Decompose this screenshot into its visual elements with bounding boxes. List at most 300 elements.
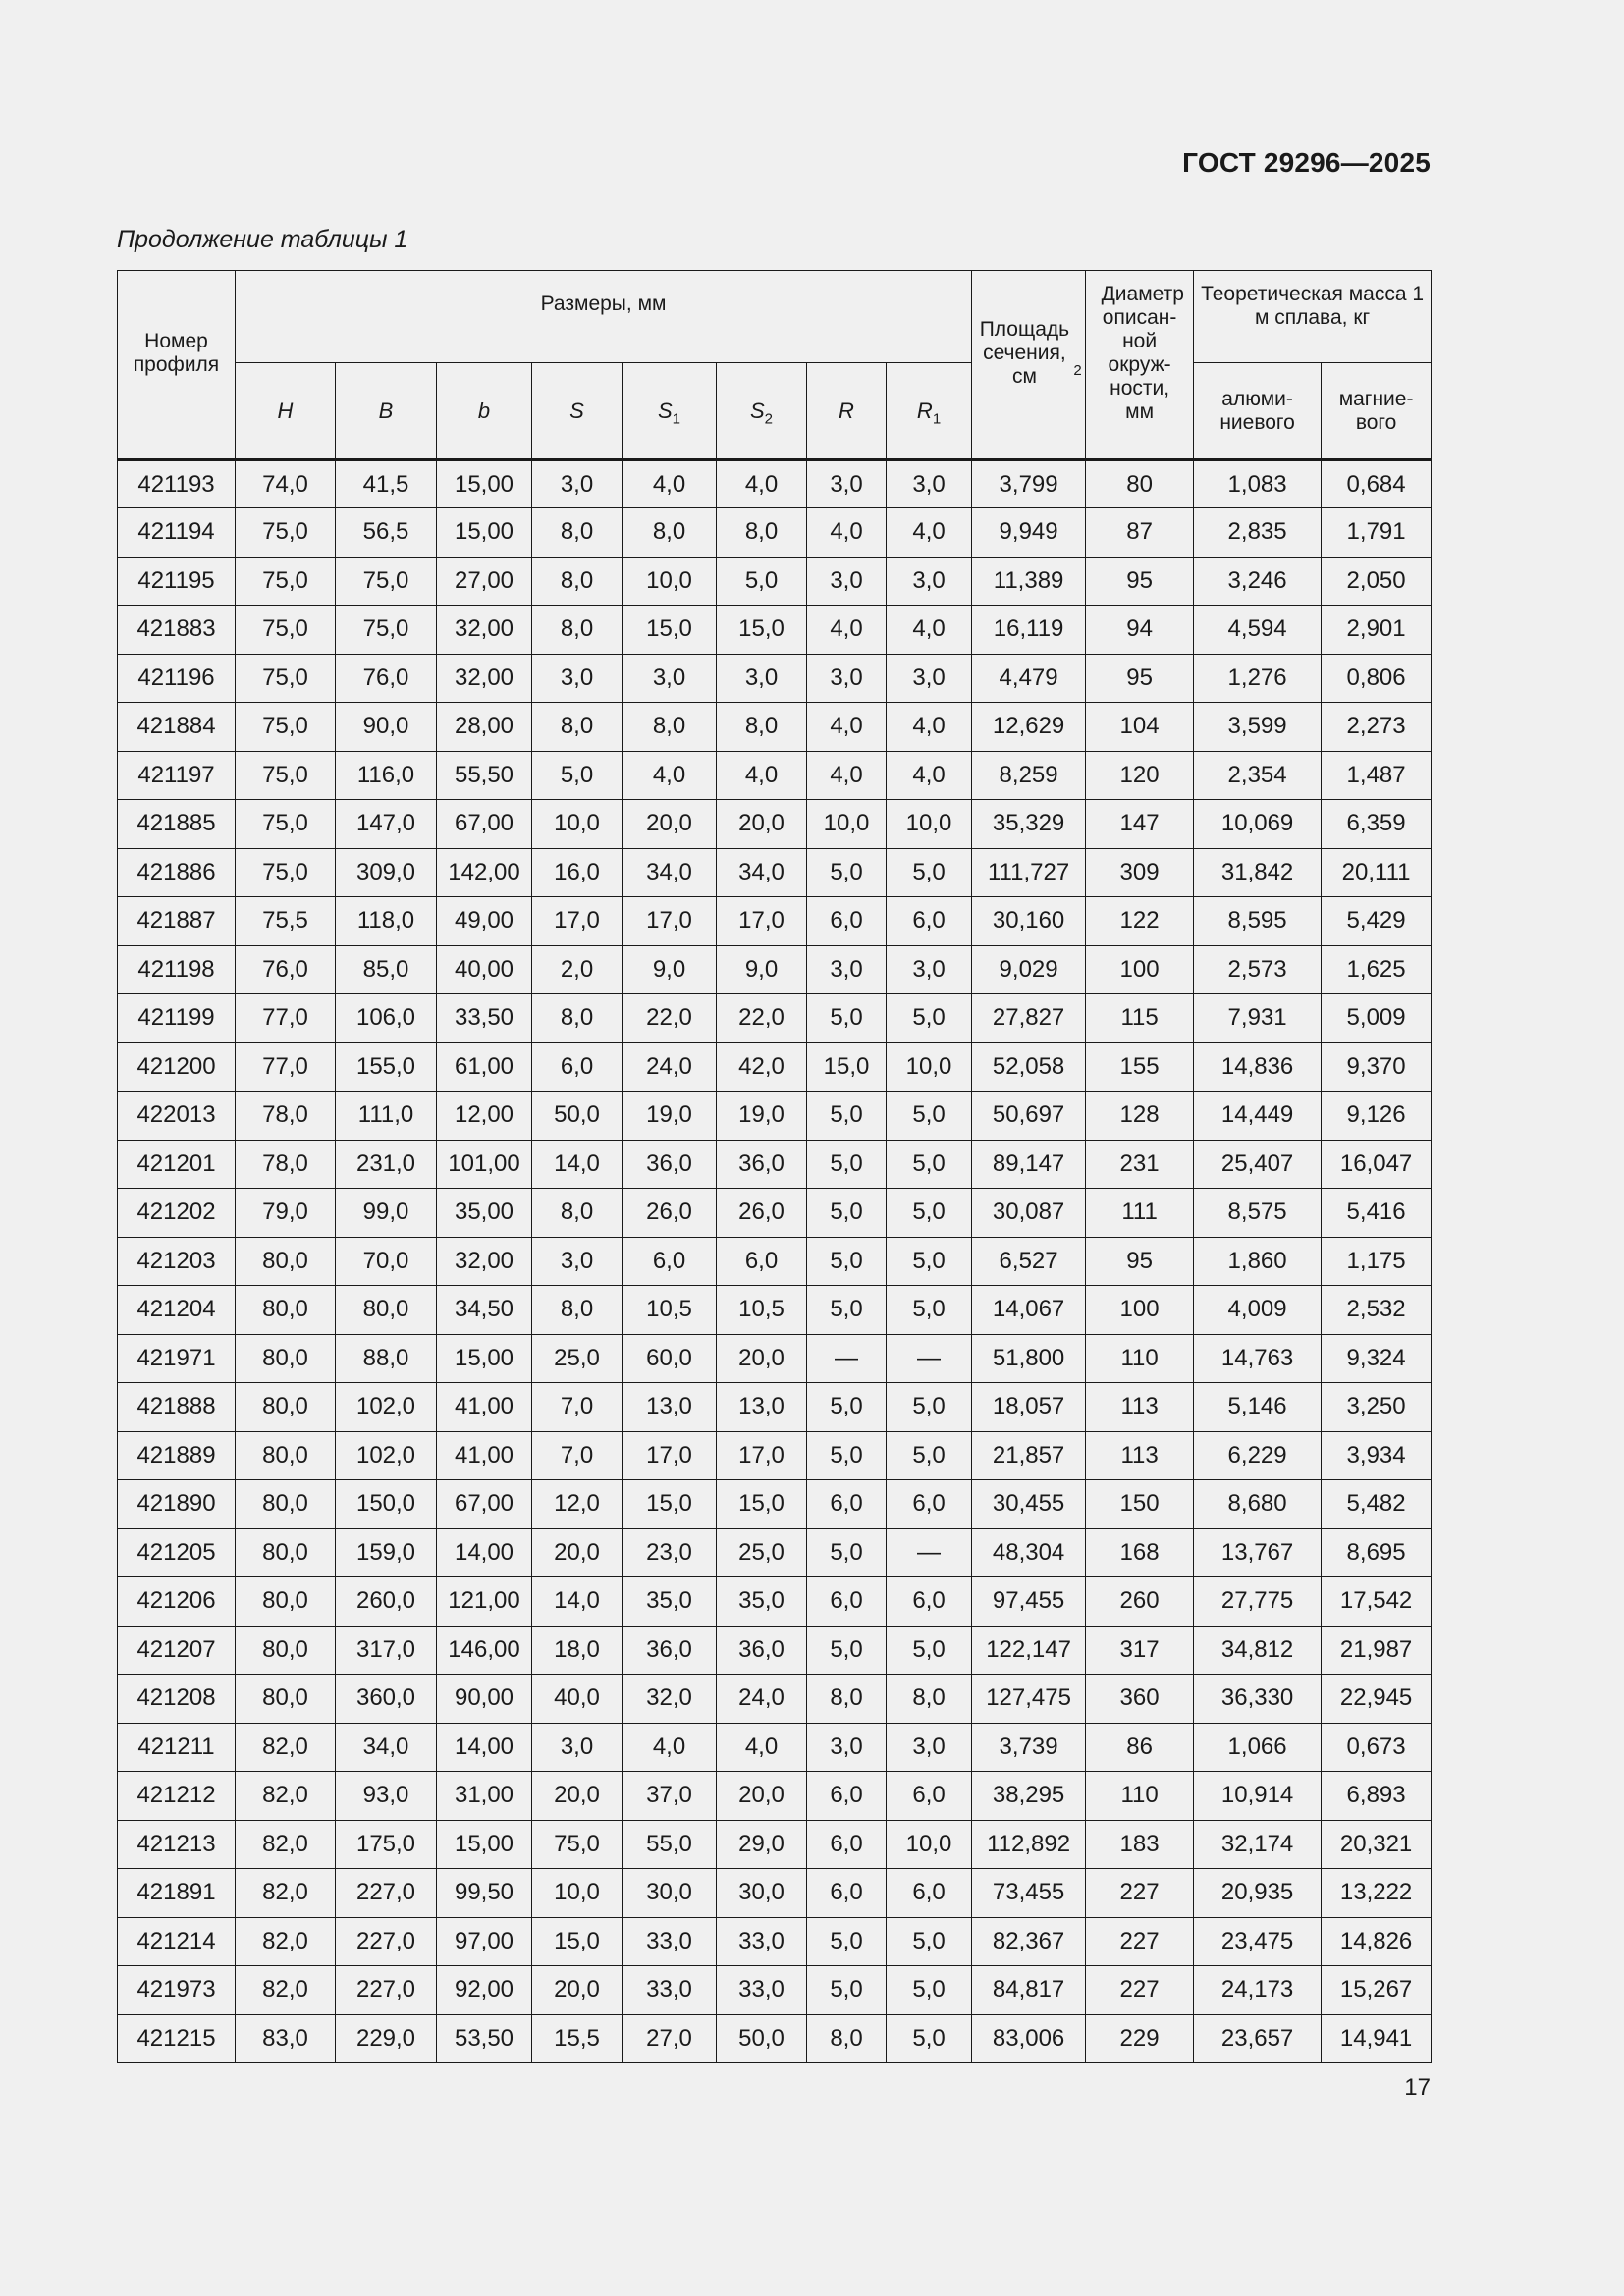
table-cell: 32,174: [1194, 1820, 1322, 1869]
profile-number-cell: 421198: [118, 945, 236, 994]
table-cell: 27,775: [1194, 1577, 1322, 1627]
table-cell: 18,0: [532, 1626, 623, 1675]
table-cell: 4,0: [717, 1723, 807, 1772]
table-cell: 32,00: [437, 606, 532, 655]
table-row: [118, 1820, 1432, 1869]
table-cell: 227,0: [336, 1917, 437, 1966]
table-cell: 8,680: [1194, 1480, 1322, 1529]
table-cell: 227,0: [336, 1869, 437, 1918]
table-cell: 88,0: [336, 1334, 437, 1383]
header-area-text: Площадь сечения, см: [979, 318, 1070, 388]
table-cell: 6,0: [807, 1820, 887, 1869]
table-cell: 13,0: [717, 1383, 807, 1432]
table-cell: 80,0: [236, 1431, 336, 1480]
table-cell: 10,0: [532, 800, 623, 849]
table-cell: 155,0: [336, 1042, 437, 1092]
profile-number-cell: 421213: [118, 1820, 236, 1869]
table-cell: 4,0: [887, 703, 972, 752]
table-cell: 150: [1086, 1480, 1194, 1529]
table-cell: 4,0: [623, 460, 717, 508]
table-cell: 15,00: [437, 1334, 532, 1383]
table-cell: 21,857: [972, 1431, 1086, 1480]
table-cell: 5,0: [807, 1140, 887, 1189]
table-cell: 75,0: [336, 557, 437, 606]
table-cell: 34,50: [437, 1286, 532, 1335]
table-cell: 80,0: [236, 1237, 336, 1286]
profile-number-cell: 421211: [118, 1723, 236, 1772]
table-cell: 6,0: [887, 1577, 972, 1627]
table-cell: 10,0: [807, 800, 887, 849]
table-cell: 14,0: [532, 1577, 623, 1627]
profile-number-cell: 421884: [118, 703, 236, 752]
table-cell: 23,657: [1194, 2014, 1322, 2063]
table-cell: 14,00: [437, 1723, 532, 1772]
table-cell: 6,893: [1322, 1772, 1432, 1821]
table-cell: 100: [1086, 1286, 1194, 1335]
header-dim-b: [437, 363, 532, 460]
header-area-sup: 2: [1073, 362, 1082, 379]
table-cell: 80,0: [236, 1286, 336, 1335]
table-cell: 55,50: [437, 751, 532, 800]
table-row: [118, 606, 1432, 655]
table-cell: 13,0: [623, 1383, 717, 1432]
table-cell: 33,50: [437, 994, 532, 1043]
profile-number-cell: 421891: [118, 1869, 236, 1918]
table-cell: 18,057: [972, 1383, 1086, 1432]
header-dim-H-text: H: [277, 398, 294, 423]
document-code: ГОСТ 29296—2025: [1182, 147, 1431, 178]
profile-number-cell: 422013: [118, 1092, 236, 1141]
table-row: [118, 1092, 1432, 1141]
table-cell: 8,0: [807, 1675, 887, 1724]
table-cell: 6,359: [1322, 800, 1432, 849]
table-cell: —: [887, 1528, 972, 1577]
table-cell: 82,367: [972, 1917, 1086, 1966]
table-cell: 8,0: [532, 994, 623, 1043]
table-cell: 4,0: [623, 751, 717, 800]
table-cell: 122,147: [972, 1626, 1086, 1675]
profile-number-cell: 421194: [118, 508, 236, 558]
table-cell: 82,0: [236, 1917, 336, 1966]
table-cell: 3,0: [717, 654, 807, 703]
table-cell: 97,00: [437, 1917, 532, 1966]
table-cell: 3,0: [807, 557, 887, 606]
table-cell: 8,0: [532, 1286, 623, 1335]
table-cell: 36,0: [717, 1140, 807, 1189]
table-cell: 120: [1086, 751, 1194, 800]
table-cell: 11,389: [972, 557, 1086, 606]
header-dim-S: [532, 363, 623, 460]
table-cell: 5,146: [1194, 1383, 1322, 1432]
table-cell: —: [887, 1334, 972, 1383]
table-cell: 50,0: [717, 2014, 807, 2063]
table-cell: 87: [1086, 508, 1194, 558]
table-cell: 260: [1086, 1577, 1194, 1627]
table-cell: 56,5: [336, 508, 437, 558]
table-cell: 12,629: [972, 703, 1086, 752]
profile-number-cell: 421193: [118, 460, 236, 508]
table-cell: 5,0: [887, 1626, 972, 1675]
table-cell: 75,0: [236, 557, 336, 606]
table-cell: 35,00: [437, 1189, 532, 1238]
table-cell: 128: [1086, 1092, 1194, 1141]
table-cell: 112,892: [972, 1820, 1086, 1869]
table-cell: 34,0: [336, 1723, 437, 1772]
table-row: [118, 1675, 1432, 1724]
table-cell: 4,0: [887, 751, 972, 800]
table-cell: 30,160: [972, 897, 1086, 946]
table-cell: 3,599: [1194, 703, 1322, 752]
table-cell: 19,0: [623, 1092, 717, 1141]
table-row: [118, 1334, 1432, 1383]
table-cell: 1,860: [1194, 1237, 1322, 1286]
table-cell: 27,00: [437, 557, 532, 606]
table-cell: 6,0: [807, 897, 887, 946]
table-row: [118, 1431, 1432, 1480]
table-cell: 8,695: [1322, 1528, 1432, 1577]
table-cell: 48,304: [972, 1528, 1086, 1577]
header-dim-S2-text: S: [749, 398, 765, 423]
table-cell: 14,00: [437, 1528, 532, 1577]
table-cell: 82,0: [236, 1723, 336, 1772]
table-row: [118, 1286, 1432, 1335]
table-cell: 2,532: [1322, 1286, 1432, 1335]
table-cell: 5,0: [887, 1140, 972, 1189]
table-cell: 5,0: [532, 751, 623, 800]
table-row: [118, 1528, 1432, 1577]
table-cell: 75,0: [236, 606, 336, 655]
table-cell: 3,0: [532, 1723, 623, 1772]
table-cell: 78,0: [236, 1140, 336, 1189]
table-cell: 20,0: [717, 1334, 807, 1383]
table-row: [118, 460, 1432, 508]
table-cell: 1,791: [1322, 508, 1432, 558]
table-cell: 147: [1086, 800, 1194, 849]
table-row: [118, 1917, 1432, 1966]
table-continuation-caption: Продолжение таблицы 1: [117, 226, 408, 253]
table-cell: 150,0: [336, 1480, 437, 1529]
table-row: [118, 557, 1432, 606]
header-dim-S1-sub: 1: [672, 409, 681, 427]
table-cell: 26,0: [717, 1189, 807, 1238]
table-row: [118, 848, 1432, 897]
table-body: [118, 460, 1432, 2063]
table-cell: 17,0: [623, 1431, 717, 1480]
table-cell: 5,0: [717, 557, 807, 606]
table-cell: 4,0: [807, 508, 887, 558]
table-cell: 17,0: [623, 897, 717, 946]
table-cell: 20,111: [1322, 848, 1432, 897]
table-row: [118, 1626, 1432, 1675]
table-cell: 1,487: [1322, 751, 1432, 800]
table-cell: 5,0: [887, 1917, 972, 1966]
table-cell: 30,0: [717, 1869, 807, 1918]
table-cell: 27,827: [972, 994, 1086, 1043]
table-cell: 20,0: [717, 1772, 807, 1821]
table-cell: 111,727: [972, 848, 1086, 897]
table-cell: 5,0: [887, 1966, 972, 2015]
table-cell: 8,0: [532, 508, 623, 558]
table-cell: 360,0: [336, 1675, 437, 1724]
table-cell: 1,083: [1194, 460, 1322, 508]
profile-number-cell: 421203: [118, 1237, 236, 1286]
table-cell: 231,0: [336, 1140, 437, 1189]
table-cell: 95: [1086, 1237, 1194, 1286]
profile-number-cell: 421889: [118, 1431, 236, 1480]
table-cell: 70,0: [336, 1237, 437, 1286]
table-cell: 5,0: [887, 1383, 972, 1432]
table-cell: 6,0: [887, 1869, 972, 1918]
table-cell: 102,0: [336, 1431, 437, 1480]
table-cell: 34,812: [1194, 1626, 1322, 1675]
profile-number-cell: 421887: [118, 897, 236, 946]
table-cell: 50,697: [972, 1092, 1086, 1141]
table-cell: 25,407: [1194, 1140, 1322, 1189]
table-cell: 8,0: [807, 2014, 887, 2063]
table-cell: 95: [1086, 654, 1194, 703]
table-cell: 227,0: [336, 1966, 437, 2015]
profile-number-cell: 421200: [118, 1042, 236, 1092]
table-cell: 33,0: [717, 1917, 807, 1966]
table-cell: 142,00: [437, 848, 532, 897]
header-dim-S2-sub: 2: [764, 409, 774, 427]
table-cell: 21,987: [1322, 1626, 1432, 1675]
table-cell: 17,542: [1322, 1577, 1432, 1627]
header-mass-aluminium: [1194, 363, 1322, 460]
table-cell: 38,295: [972, 1772, 1086, 1821]
table-cell: 3,0: [532, 1237, 623, 1286]
header-diameter-text: Диаметр описан-ной окруж-ности, мм: [1101, 283, 1184, 423]
header-profile-number-text: Номер профиля: [133, 330, 220, 376]
table-cell: 36,0: [717, 1626, 807, 1675]
table-cell: 3,0: [623, 654, 717, 703]
table-cell: 67,00: [437, 800, 532, 849]
table-cell: 3,250: [1322, 1383, 1432, 1432]
table-cell: 8,0: [623, 703, 717, 752]
table-cell: 5,0: [807, 1189, 887, 1238]
table-cell: 50,0: [532, 1092, 623, 1141]
table-cell: 22,945: [1322, 1675, 1432, 1724]
header-dim-b-text: b: [477, 398, 491, 423]
table-cell: 41,5: [336, 460, 437, 508]
profile-number-cell: 421195: [118, 557, 236, 606]
table-cell: 15,00: [437, 1820, 532, 1869]
header-dim-R1-text: R: [916, 398, 933, 423]
table-cell: 17,0: [532, 897, 623, 946]
table-cell: 9,0: [623, 945, 717, 994]
table-cell: 8,0: [717, 703, 807, 752]
header-dim-R: [807, 363, 887, 460]
table-cell: 8,595: [1194, 897, 1322, 946]
table-cell: 12,00: [437, 1092, 532, 1141]
table-cell: 61,00: [437, 1042, 532, 1092]
table-cell: 229: [1086, 2014, 1194, 2063]
header-diameter: [1086, 271, 1194, 460]
table-cell: 5,0: [807, 1237, 887, 1286]
table-cell: 101,00: [437, 1140, 532, 1189]
table-cell: 16,0: [532, 848, 623, 897]
table-cell: 175,0: [336, 1820, 437, 1869]
table-cell: 5,0: [807, 1431, 887, 1480]
table-cell: 80,0: [236, 1626, 336, 1675]
table-cell: 15,267: [1322, 1966, 1432, 2015]
table-cell: 32,00: [437, 654, 532, 703]
table-cell: 113: [1086, 1431, 1194, 1480]
table-row: [118, 897, 1432, 946]
table-cell: 10,069: [1194, 800, 1322, 849]
profile-number-cell: 421215: [118, 2014, 236, 2063]
profile-number-cell: 421208: [118, 1675, 236, 1724]
table-cell: 42,0: [717, 1042, 807, 1092]
table-cell: 14,0: [532, 1140, 623, 1189]
table-cell: 99,50: [437, 1869, 532, 1918]
table-cell: 83,0: [236, 2014, 336, 2063]
table-cell: 33,0: [623, 1966, 717, 2015]
table-cell: 73,455: [972, 1869, 1086, 1918]
table-cell: 9,324: [1322, 1334, 1432, 1383]
header-dim-S-text: S: [569, 398, 584, 423]
table-cell: 5,482: [1322, 1480, 1432, 1529]
table-cell: 15,0: [623, 1480, 717, 1529]
table-cell: 229,0: [336, 2014, 437, 2063]
table-cell: 3,0: [532, 654, 623, 703]
table-cell: 5,0: [807, 1966, 887, 2015]
table-cell: 3,0: [887, 945, 972, 994]
profiles-table: [117, 270, 1432, 2063]
table-cell: 35,329: [972, 800, 1086, 849]
table-row: [118, 2014, 1432, 2063]
table-cell: 115: [1086, 994, 1194, 1043]
table-cell: 79,0: [236, 1189, 336, 1238]
profile-number-cell: 421214: [118, 1917, 236, 1966]
table-cell: 6,0: [623, 1237, 717, 1286]
table-cell: 5,0: [807, 1528, 887, 1577]
table-cell: 36,0: [623, 1140, 717, 1189]
table-cell: 35,0: [623, 1577, 717, 1627]
table-cell: 168: [1086, 1528, 1194, 1577]
table-cell: 6,229: [1194, 1431, 1322, 1480]
table-cell: 5,0: [887, 848, 972, 897]
table-cell: 8,0: [532, 1189, 623, 1238]
table-cell: 75,0: [532, 1820, 623, 1869]
table-cell: 127,475: [972, 1675, 1086, 1724]
table-cell: 7,931: [1194, 994, 1322, 1043]
table-cell: 14,826: [1322, 1917, 1432, 1966]
table-row: [118, 1723, 1432, 1772]
table-cell: 116,0: [336, 751, 437, 800]
table-cell: 80,0: [236, 1334, 336, 1383]
table-cell: 15,0: [717, 606, 807, 655]
table-cell: 53,50: [437, 2014, 532, 2063]
table-cell: 83,006: [972, 2014, 1086, 2063]
table-cell: 20,0: [717, 800, 807, 849]
table-cell: 10,5: [717, 1286, 807, 1335]
table-cell: 90,0: [336, 703, 437, 752]
table-cell: 5,0: [807, 1092, 887, 1141]
table-cell: 3,0: [532, 460, 623, 508]
table-cell: 75,0: [236, 703, 336, 752]
table-cell: 32,0: [623, 1675, 717, 1724]
header-profile-number: [118, 271, 236, 460]
table-cell: 5,0: [887, 1286, 972, 1335]
table-cell: 33,0: [717, 1966, 807, 2015]
table-cell: 5,0: [887, 1092, 972, 1141]
table-cell: 75,0: [236, 800, 336, 849]
table-cell: 24,0: [623, 1042, 717, 1092]
table-cell: 5,009: [1322, 994, 1432, 1043]
profile-number-cell: 421890: [118, 1480, 236, 1529]
table-cell: 309: [1086, 848, 1194, 897]
table-row: [118, 945, 1432, 994]
table-cell: 17,0: [717, 1431, 807, 1480]
table-cell: 6,527: [972, 1237, 1086, 1286]
table-cell: 4,594: [1194, 606, 1322, 655]
table-cell: 12,0: [532, 1480, 623, 1529]
table-cell: 146,00: [437, 1626, 532, 1675]
table-cell: 30,455: [972, 1480, 1086, 1529]
table-cell: 111,0: [336, 1092, 437, 1141]
table-cell: 6,0: [887, 1480, 972, 1529]
table-cell: 360: [1086, 1675, 1194, 1724]
profile-number-cell: 421973: [118, 1966, 236, 2015]
table-cell: 20,0: [532, 1772, 623, 1821]
table-cell: 15,0: [717, 1480, 807, 1529]
table-cell: 15,5: [532, 2014, 623, 2063]
table-cell: 5,0: [887, 1237, 972, 1286]
header-dim-R1: [887, 363, 972, 460]
table-cell: 80,0: [236, 1383, 336, 1432]
table-row: [118, 1966, 1432, 2015]
table-cell: 82,0: [236, 1869, 336, 1918]
table-cell: 5,0: [807, 848, 887, 897]
table-cell: 6,0: [887, 1772, 972, 1821]
table-cell: 20,935: [1194, 1869, 1322, 1918]
table-cell: 80,0: [336, 1286, 437, 1335]
table-cell: 20,321: [1322, 1820, 1432, 1869]
table-cell: 60,0: [623, 1334, 717, 1383]
table-cell: 23,0: [623, 1528, 717, 1577]
table-cell: 20,0: [532, 1528, 623, 1577]
table-cell: 40,0: [532, 1675, 623, 1724]
table-row: [118, 654, 1432, 703]
table-cell: 10,914: [1194, 1772, 1322, 1821]
table-cell: 49,00: [437, 897, 532, 946]
profile-number-cell: 421202: [118, 1189, 236, 1238]
table-cell: 82,0: [236, 1772, 336, 1821]
table-cell: 4,0: [807, 751, 887, 800]
table-cell: 3,0: [807, 1723, 887, 1772]
table-cell: 227: [1086, 1966, 1194, 2015]
table-cell: 1,625: [1322, 945, 1432, 994]
table-cell: 80,0: [236, 1528, 336, 1577]
table-cell: 6,0: [717, 1237, 807, 1286]
table-cell: 36,330: [1194, 1675, 1322, 1724]
table-cell: 2,354: [1194, 751, 1322, 800]
table-cell: 40,00: [437, 945, 532, 994]
table-cell: 10,0: [887, 800, 972, 849]
table-cell: 19,0: [717, 1092, 807, 1141]
table-cell: 9,029: [972, 945, 1086, 994]
profile-number-cell: 421205: [118, 1528, 236, 1577]
table-cell: 2,050: [1322, 557, 1432, 606]
table-cell: 8,0: [532, 557, 623, 606]
table-row: [118, 1383, 1432, 1432]
table-cell: 6,0: [807, 1480, 887, 1529]
table-cell: 89,147: [972, 1140, 1086, 1189]
table-cell: 3,799: [972, 460, 1086, 508]
table-cell: 122: [1086, 897, 1194, 946]
table-cell: 7,0: [532, 1431, 623, 1480]
